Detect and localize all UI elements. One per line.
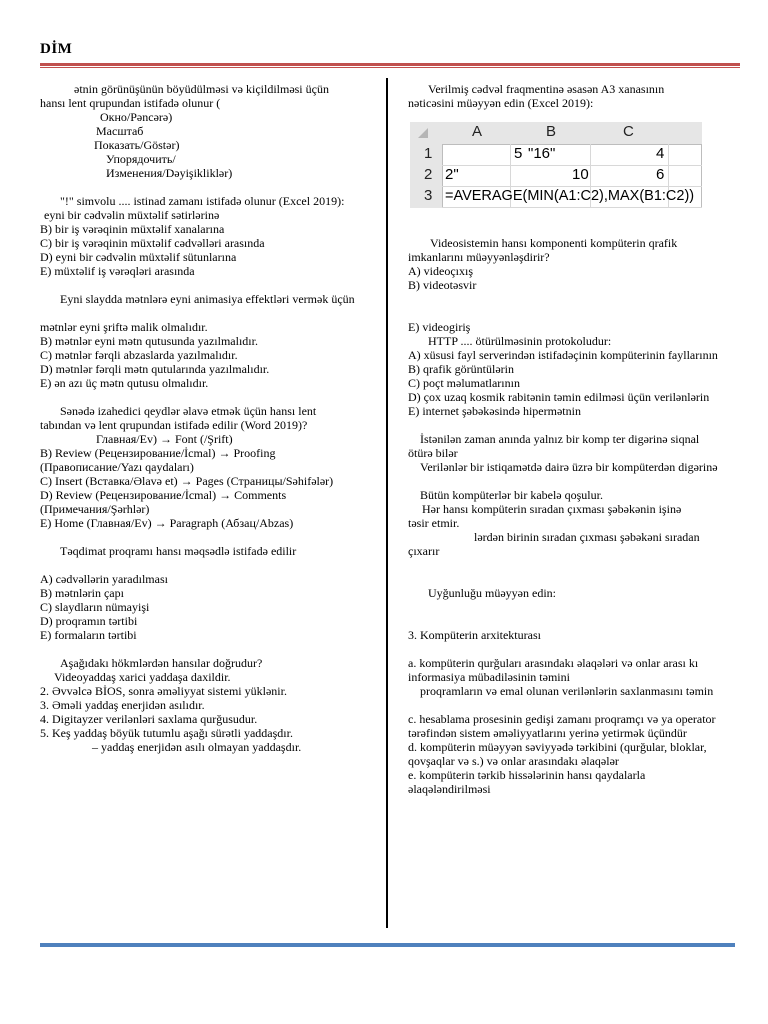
blank-line <box>408 572 748 586</box>
document-header-title: DİM <box>40 41 73 57</box>
column-header-b: B <box>546 123 557 140</box>
text-line: Масштаб <box>96 124 144 138</box>
text-line: A) xüsusi fayl serverindən istifadəçinin kompüterinin fayllarının <box>408 348 718 362</box>
text-line: (Правописание/Yazı qaydaları) <box>40 460 194 474</box>
blank-line <box>408 208 748 222</box>
select-all-corner <box>418 128 428 138</box>
row-header-2: 2 <box>424 166 433 183</box>
text-line: lərdən birinin sıradan çıxması şəbəkəni sıradan <box>474 530 700 544</box>
text-line: proqramların və emal olunan verilənlərin saxlanmasını təmin <box>420 684 714 698</box>
header-rule-thin <box>40 67 740 68</box>
text-line: B) videotəsvir <box>408 278 477 292</box>
blank-line <box>40 530 380 544</box>
text-line: B) bir iş vərəqinin müxtəlif xanalarına <box>40 222 225 236</box>
blank-line <box>40 558 380 572</box>
blank-line <box>408 474 748 488</box>
text-line: 5. Keş yaddaş böyük tutumlu aşağı sürətli yaddaşdır. <box>40 726 293 740</box>
text-line: E) ən azı üç mətn qutusu olmalıdır. <box>40 376 209 390</box>
blank-line <box>408 642 748 656</box>
column-divider <box>386 78 388 928</box>
text-line: E) formaların tərtibi <box>40 628 137 642</box>
text-line: a. kompüterin qurğuları arasındakı əlaqələri və onlar arası kı <box>408 656 699 670</box>
text-line: Упорядочить/ <box>106 152 176 166</box>
cell-c2: 6 <box>656 166 665 183</box>
cell-a2: 2" <box>445 166 459 183</box>
text-line: D) Review (Рецензирование/İcmal) → Comments <box>40 488 287 502</box>
left-column <box>40 82 380 754</box>
text-line: B) qrafik görüntülərin <box>408 362 514 376</box>
text-line: Hər hansı kompüterin sıradan çıxması şəbəkənin işinə <box>422 502 682 516</box>
text-line: Окно/Pəncərə) <box>100 110 173 124</box>
text-line: Təqdimat proqramı hansı məqsədlə istifadə edilir <box>60 544 297 558</box>
text-line: tabından və lent qrupundan istifadə edilir (Word 2019)? <box>40 418 308 432</box>
text-line: Uyğunluğu müəyyən edin: <box>428 586 556 600</box>
text-line: c. hesablama prosesinin gedişi zamanı proqramçı və ya operator <box>408 712 716 726</box>
text-line: 3. Əməli yaddaş enerjidən asılıdır. <box>40 698 205 712</box>
text-line: təsir etmir. <box>408 516 460 530</box>
text-line: mətnlər eyni şriftə malik olmalıdır. <box>40 320 208 334</box>
blank-line <box>408 306 748 320</box>
right-column-bottom <box>408 208 748 796</box>
text-line: B) mətnlərin çapı <box>40 586 124 600</box>
cell-c1: 4 <box>656 145 665 162</box>
row-header-1: 1 <box>424 145 433 162</box>
text-line: informasiya mübadiləsinin təmini <box>408 670 570 684</box>
text-line: E) Home (Главная/Ev) → Paragraph (Абзац/Abzas) <box>40 516 294 530</box>
text-line: "!" simvolu .... istinad zamanı istifadə olunur (Excel 2019): <box>60 194 345 208</box>
text-line: D) eyni bir cədvəlin müxtəlif sütunlarına <box>40 250 237 264</box>
text-line: Eyni slaydda mətnlərə eyni animasiya effektləri vermək üçün <box>60 292 355 306</box>
text-line: (Примечания/Şərhlər) <box>40 502 150 516</box>
text-line: C) Insert (Вставка/Əlavə et) → Pages (Страницы/Səhifələr) <box>40 474 334 488</box>
cell-a3-formula: =AVERAGE(MIN(A1:C2),MAX(B1:C2)) <box>445 188 695 204</box>
text-line: Sənədə izahedici qeydlər əlavə etmək üçün hansı lent <box>60 404 317 418</box>
text-line: D) proqramın tərtibi <box>40 614 138 628</box>
text-line: A) cədvəllərin yaradılması <box>40 572 168 586</box>
blank-line <box>408 292 748 306</box>
text-line: E) müxtəlif iş vərəqləri arasında <box>40 264 195 278</box>
text-line: ötürə bilər <box>408 446 458 460</box>
column-header-c: C <box>623 123 634 140</box>
text-line: e. kompüterin tərkib hissələrinin hansı qaydalarla <box>408 768 646 782</box>
text-line: 3. Kompüterin arxitekturası <box>408 628 541 642</box>
blank-line <box>40 390 380 404</box>
text-line: d. kompüterin müəyyən səviyyədə tərkibini (qurğular, bloklar, <box>408 740 707 754</box>
text-line: C) mətnlər fərqli abzaslarda yazılmalıdır. <box>40 348 238 362</box>
text-line: E) internet şəbəkəsində hipermətnin <box>408 404 581 418</box>
blank-line <box>408 614 748 628</box>
blank-line <box>40 180 380 194</box>
text-line: qovşaqlar və s.) və onlar arasındakı əlaqələr <box>408 754 619 768</box>
text-line: B) Review (Рецензирование/İcmal) → Proofing <box>40 446 276 460</box>
text-line: çıxarır <box>408 544 440 558</box>
text-line: əlaqələndirilməsi <box>408 782 491 796</box>
text-line: E) videogiriş <box>408 320 471 334</box>
text-line: İstənilən zaman anında yalnız bir komp ter digərinə siqnal <box>420 432 700 446</box>
text-line: Bütün kompüterlər bir kabelə qoşulur. <box>420 488 603 502</box>
text-line: – yaddaş enerjidən asılı olmayan yaddaşdır. <box>92 740 302 754</box>
spreadsheet-fragment <box>410 122 702 208</box>
cell-b2: 10 <box>572 166 589 183</box>
text-line: HTTP .... ötürülməsinin protokoludur: <box>428 334 612 348</box>
text-line: 4. Digitayzer verilənləri saxlama qurğusudur. <box>40 712 258 726</box>
right-column <box>408 82 748 796</box>
text-line: Verilmiş cədvəl fraqmentinə əsasən A3 xanasının <box>428 82 665 96</box>
text-line: Videosistemin hansı komponenti kompüterin qrafik <box>430 236 678 250</box>
right-column-top <box>408 82 748 110</box>
text-line: Показать/Göstər) <box>94 138 180 152</box>
blank-line <box>408 222 748 236</box>
text-line: B) mətnlər eyni mətn qutusunda yazılmalıdır. <box>40 334 258 348</box>
text-line: C) poçt məlumatlarının <box>408 376 520 390</box>
blank-line <box>40 278 380 292</box>
text-line: hansı lent qrupundan istifadə olunur ( <box>40 96 221 110</box>
text-line: D) mətnlər fərqli mətn qutularında yazılmalıdır. <box>40 362 270 376</box>
blank-line <box>40 306 380 320</box>
text-line: A) videoçıxış <box>408 264 473 278</box>
text-line: imkanlarını müəyyənləşdirir? <box>408 250 550 264</box>
text-line: C) slaydların nümayişi <box>40 600 150 614</box>
text-line: Verilənlər bir istiqamətdə dairə üzrə bir kompüterdən digərinə <box>420 460 718 474</box>
blank-line <box>408 600 748 614</box>
row-header-3: 3 <box>424 187 433 204</box>
cell-b1-number: 5 <box>514 145 523 162</box>
blank-line <box>408 418 748 432</box>
text-line: eyni bir cədvəlin müxtəlif sətirlərinə <box>44 208 220 222</box>
cell-b1-text: "16" <box>528 145 556 162</box>
text-line: Главная/Ev) → Font (/Şrift) <box>96 432 233 446</box>
blank-line <box>40 642 380 656</box>
text-line: 2. Əvvəlcə BİOS, sonra əməliyyat sistemi yüklənir. <box>40 684 287 698</box>
text-line: ətnin görünüşünün böyüdülməsi və kiçildilməsi üçün <box>74 82 329 96</box>
text-line: C) bir iş vərəqinin müxtəlif cədvəlləri arasında <box>40 236 265 250</box>
footer-rule <box>40 943 735 947</box>
text-line: tərəfindən sistem əməliyyatlarını yerinə yetirmək üçündür <box>408 726 687 740</box>
text-line: Aşağıdakı hökmlərdən hansılar doğrudur? <box>60 656 263 670</box>
text-line: nəticəsini müəyyən edin (Excel 2019): <box>408 96 594 110</box>
column-header-a: A <box>472 123 483 140</box>
text-line: D) çox uzaq kosmik rabitənin təmin edilməsi üçün verilənlərin <box>408 390 710 404</box>
header-rule <box>40 63 740 66</box>
text-line: Изменения/Dəyişikliklər) <box>106 166 233 180</box>
blank-line <box>408 698 748 712</box>
blank-line <box>408 558 748 572</box>
text-line: Videoyaddaş xarici yaddaşa daxildir. <box>54 670 231 684</box>
